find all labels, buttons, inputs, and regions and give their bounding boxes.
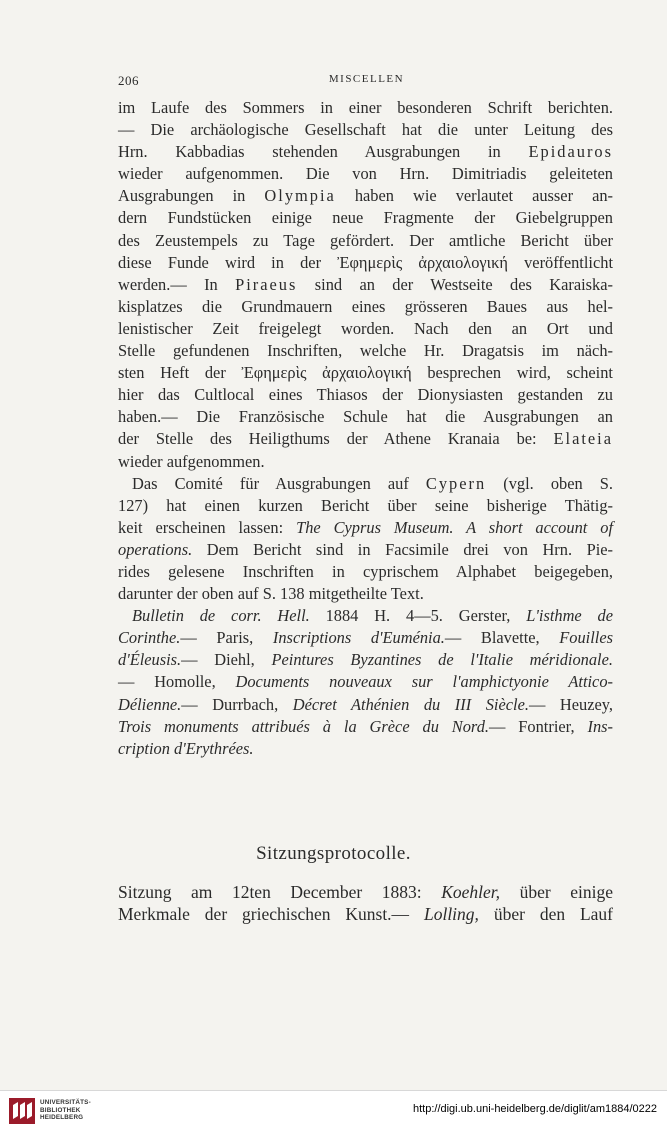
text-line: der Stelle des Heiligthums der Athene Kranaia be: Elateia [118,429,613,449]
text-line: — Die archäologische Gesellschaft hat die unter Leitung des [118,120,613,140]
place-piraeus: Piraeus [235,274,298,294]
main-text [118,97,613,760]
text-line: Bulletin de corr. Hell. 1884 H. 4—5. Gerster, L'isthme de [132,606,613,626]
text-line: Stelle gefundenen Inschriften, welche Hr. Dragatsis im näch- [118,341,613,361]
text-line: rides gelesene Inschriften in cyprischem Alphabet beigegeben, [118,561,613,581]
section-heading: Sitzungsprotocolle. [256,843,411,864]
text-line: haben.— Die Französische Schule hat die Ausgrabungen an [118,407,613,427]
text-line: d'Éleusis.— Diehl, Peintures Byzantines de l'Italie méridionale. [118,650,613,670]
text-line: Hrn. Kabbadias stehenden Ausgrabungen in Epidauros [118,142,613,162]
page-number: 206 [118,73,139,88]
place-epidauros: Epidauros [528,142,613,162]
text-line: darunter der oben auf S. 138 mitgetheilte Text. [118,584,424,604]
text-line: Délienne.— Durrbach, Décret Athénien du III Siècle.— Heuzey, [118,694,613,714]
text-line: des Zeustempels zu Tage gefördert. Der amtliche Bericht über [118,230,613,250]
greek-journal-title: Ἐφημερὶς ἀρχαιολογική [241,363,412,383]
text-line: Corinthe.— Paris, Inscriptions d'Euménia.— Blavette, Fouilles [118,628,613,648]
text-line: Sitzung am 12ten December 1883: Koehler, über einige [118,882,613,902]
text-line: — Homolle, Documents nouveaux sur l'amphictyonie Attico- [118,672,613,692]
running-title: MISCELLEN [328,73,405,85]
place-elateia: Elateia [553,429,613,449]
text-line: dern Fundstücken einige neue Fragmente der Giebelgruppen [118,208,613,228]
text-line: Ausgrabungen in Olympia haben wie verlautet ausser an- [118,186,613,206]
session-text [118,880,613,927]
library-footer [0,1090,667,1128]
text-line: diese Funde wird in der Ἐφημερὶς ἀρχαιολογική veröffentlicht [118,252,613,272]
text-line: operations. Dem Bericht sind in Facsimile drei von Hrn. Pie- [118,539,613,559]
text-line: Merkmale der griechischen Kunst.— Lolling, über den Lauf [118,904,614,925]
library-name: UNIVERSITÄTS- BIBLIOTHEK HEIDELBERG [40,1099,91,1121]
page-header [118,73,615,89]
source-url-link[interactable]: http://digi.ub.uni-heidelberg.de/diglit/am1884/0222 [412,1103,657,1115]
text-line: werden.— In Piraeus sind an der Westseite des Karaiska- [118,274,613,294]
text-line: Trois monuments attribués à la Grèce du Nord.— Fontrier, Ins- [118,716,613,736]
text-line: im Laufe des Sommers in einer besonderen Schrift berichten. [118,98,613,117]
text-line: wieder aufgenommen. Die von Hrn. Dimitriadis geleiteten [118,164,613,184]
text-line: keit erscheinen lassen: The Cyprus Museum. A short account of [118,517,613,537]
journal-title: Bulletin de corr. Hell. [132,606,310,626]
text-line: sten Heft der Ἐφημερὶς ἀρχαιολογική besprechen wird, scheint [118,363,613,383]
text-line: 127) hat einen kurzen Bericht über seine bisherige Thätig- [118,495,613,515]
speaker-name: Koehler, [441,882,501,902]
text-line: cription d'Erythrées. [118,738,254,758]
place-cypern: Cypern [425,473,487,493]
text-line: Das Comité für Ausgrabungen auf Cypern (vgl. oben S. [132,473,613,493]
text-line: wieder aufgenommen. [118,451,265,471]
text-line: kisplatzes die Grundmauern eines grösseren Baues aus hel- [118,296,613,316]
text-line: lenistischer Zeit freigelegt worden. Nach den an Ort und [118,318,613,338]
place-olympia: Olympia [264,186,336,206]
text-line: hier das Cultlocal eines Thiasos der Dionysiasten gestanden zu [118,385,613,405]
publication-title: The Cyprus Museum. A short account of [296,517,613,537]
greek-journal-title: Ἐφημερὶς ἀρχαιολογική [337,252,508,272]
library-logo-icon [8,1097,36,1125]
speaker-name: Lolling, [423,904,479,925]
